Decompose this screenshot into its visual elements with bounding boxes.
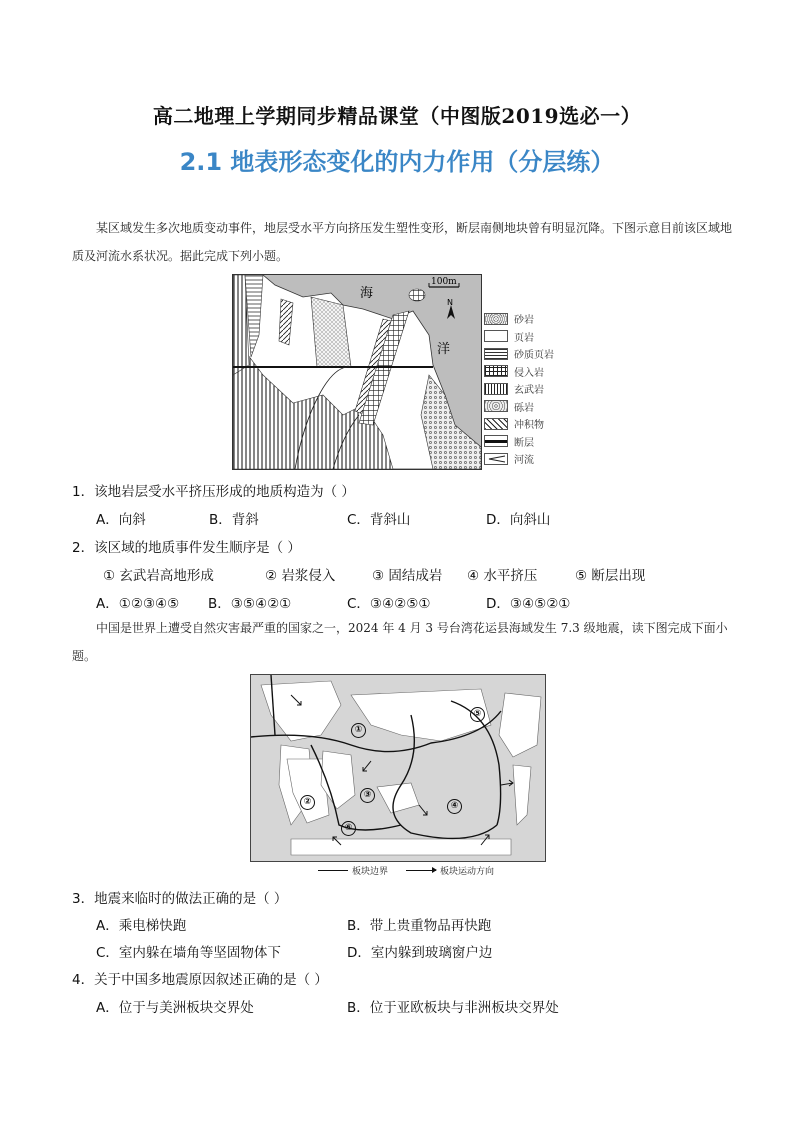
q3-option-a[interactable]: A．乘电梯快跑 <box>96 918 187 934</box>
q2-event-1 <box>103 564 214 584</box>
question-2-stem: 2．该区域的地质事件发生顺序是（ ） <box>72 540 301 556</box>
event-text: 岩浆侵入 <box>281 568 336 584</box>
ocean-label: 洋 <box>437 342 451 357</box>
legend-item <box>484 363 574 381</box>
passage-2: 中国是世界上遭受自然灾害最严重的国家之一，2024 年 4 月 3 号台湾花运县海域发生 7.3 级地震，读下图完成下面小题。 <box>72 621 728 663</box>
legend-item <box>484 415 574 433</box>
event-number: ③ <box>372 568 385 584</box>
event-text: 固结成岩 <box>388 568 443 584</box>
q3-option-c[interactable]: C．室内躲在墙角等坚固物体下 <box>96 945 281 961</box>
q1-option-b[interactable]: B．背斜 <box>209 512 259 528</box>
plate-label-3: ③ <box>360 788 375 803</box>
plate-label-5: ⑤ <box>470 707 485 722</box>
geology-map <box>232 274 482 470</box>
plate-map-legend <box>318 864 494 877</box>
geology-map-svg <box>233 275 481 469</box>
legend-label: 断层 <box>514 437 534 449</box>
conglomerate-swatch-icon <box>484 400 508 412</box>
scale-label: 100m <box>431 277 457 287</box>
document-title: 2.1 地表形态变化的内力作用（分层练） <box>179 148 615 176</box>
plate-map-svg <box>251 675 545 861</box>
legend-item <box>484 433 574 451</box>
q4-option-b[interactable]: B．位于亚欧板块与非洲板块交界处 <box>347 1000 559 1016</box>
legend-item <box>484 345 574 363</box>
sandstone-swatch-icon <box>484 313 508 325</box>
q2-option-c[interactable]: C．③④②⑤① <box>347 596 431 612</box>
legend-label: 玄武岩 <box>514 385 544 397</box>
q2-event-2 <box>265 564 335 584</box>
legend-item <box>484 328 574 346</box>
plate-label-1: ① <box>351 723 366 738</box>
intrusive-swatch-icon <box>484 365 508 377</box>
q1-option-c[interactable]: C．背斜山 <box>347 512 411 528</box>
plate-label-6: ⑥ <box>341 821 356 836</box>
legend-boundary-label: 板块边界 <box>352 867 389 877</box>
geology-legend <box>484 310 574 468</box>
shale-swatch-icon <box>484 330 508 342</box>
motion-arrow-icon <box>406 870 436 871</box>
question-1-stem: 1．该地岩层受水平挤压形成的地质构造为（ ） <box>72 484 355 500</box>
legend-label: 河流 <box>514 455 534 467</box>
legend-item <box>484 450 574 468</box>
event-number: ① <box>103 568 116 584</box>
legend-label: 砾岩 <box>514 402 534 414</box>
event-text: 水平挤压 <box>483 568 538 584</box>
event-text: 断层出现 <box>591 568 646 584</box>
alluvium-swatch-icon <box>484 418 508 430</box>
legend-label: 砂岩 <box>514 315 534 327</box>
q1-option-a[interactable]: A．向斜 <box>96 512 146 528</box>
sea-label: 海 <box>360 286 374 301</box>
event-number: ④ <box>467 568 480 584</box>
passage-1: 某区域发生多次地质变动事件，地层受水平方向挤压发生塑性变形，断层南侧地块曾有明显沉降。下图示意目前该区域地质及河流水系状况。据此完成下列小题。 <box>72 221 733 263</box>
event-number: ② <box>265 568 278 584</box>
q2-event-4 <box>467 564 537 584</box>
event-text: 玄武岩高地形成 <box>119 568 214 584</box>
q1-option-d[interactable]: D．向斜山 <box>486 512 551 528</box>
document-subtitle: 高二地理上学期同步精品课堂（中图版2019选必一） <box>152 104 642 128</box>
river-swatch-icon <box>484 453 508 465</box>
q2-option-d[interactable]: D．③④⑤②① <box>486 596 571 612</box>
q2-option-b[interactable]: B．③⑤④②① <box>208 596 292 612</box>
question-4-stem: 4．关于中国多地震原因叙述正确的是（ ） <box>72 972 328 988</box>
north-label: N <box>447 298 453 307</box>
legend-item <box>484 398 574 416</box>
fault-swatch-icon <box>484 435 508 447</box>
legend-label: 冲积物 <box>514 420 544 432</box>
plate-label-4: ④ <box>447 799 462 814</box>
legend-item <box>484 380 574 398</box>
boundary-line-icon <box>318 870 348 872</box>
plate-map <box>250 674 546 862</box>
q4-option-a[interactable]: A．位于与美洲板块交界处 <box>96 1000 254 1016</box>
plate-label-2: ② <box>300 795 315 810</box>
legend-label: 页岩 <box>514 332 534 344</box>
legend-item <box>484 310 574 328</box>
basalt-swatch-icon <box>484 383 508 395</box>
sandy-shale-swatch-icon <box>484 348 508 360</box>
legend-motion-label: 板块运动方向 <box>440 867 495 877</box>
q2-event-3 <box>372 564 442 584</box>
q2-option-a[interactable]: A．①②③④⑤ <box>96 596 180 612</box>
question-3-stem: 3．地震来临时的做法正确的是（ ） <box>72 891 288 907</box>
legend-label: 侵入岩 <box>514 367 544 379</box>
legend-label: 砂质页岩 <box>514 350 554 362</box>
q2-event-5 <box>575 564 645 584</box>
event-number: ⑤ <box>575 568 588 584</box>
q3-option-d[interactable]: D．室内躲到玻璃窗户边 <box>347 945 493 961</box>
q3-option-b[interactable]: B．带上贵重物品再快跑 <box>347 918 492 934</box>
